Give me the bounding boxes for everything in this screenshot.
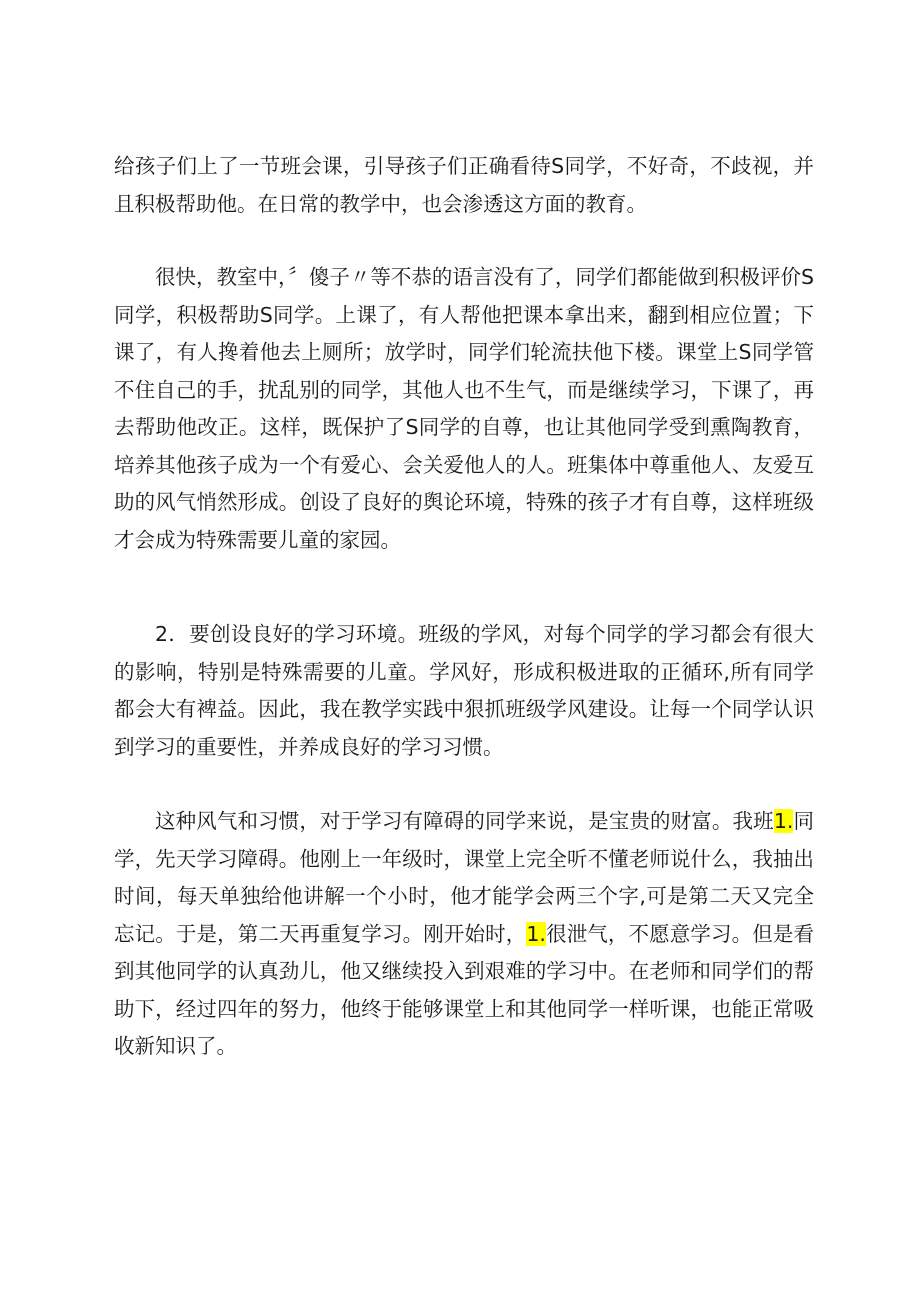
paragraph-respect-atmosphere — [114, 259, 814, 559]
paragraph-text: 同学，先天学习障碍。他刚上一年级时，课堂上完全听不懂老师说什么，我抽出时间，每天单独给他讲解一个小时，他才能学会两三个字,可是第二天又完全忘记。于是，第二天再重复学习。刚开始时， — [114, 809, 815, 946]
paragraph-text: 给孩子们上了一节班会课，引导孩子们正确看待S同学，不好奇，不歧视，并且积极帮助他。在日常的教学中，也会渗透这方面的教育。 — [114, 154, 814, 216]
paragraph-text: 2．要创设良好的学习环境。班级的学风，对每个同学的学习都会有很大的影响，特别是特殊需要的儿童。学风好，形成积极进取的正循环,所有同学都会大有裨益。因此，我在教学实践中狠抓班级学风建设。让每一个同学认识到学习的重要性，并养成良好的学习习惯。 — [114, 622, 814, 759]
highlighted-text: 1. — [526, 921, 546, 946]
highlighted-text: 1. — [773, 809, 794, 833]
paragraph-learning-disability-case — [114, 803, 814, 1066]
paragraph-learning-environment — [114, 616, 814, 766]
paragraph-text: 很泄气，不愿意学习。但是看到其他同学的认真劲儿，他又继续投入到艰难的学习中。在老师和同学们的帮助下，经过四年的努力，他终于能够课堂上和其他同学一样听课，也能正常吸收新知识了。 — [114, 921, 815, 1058]
paragraph-class-meeting — [114, 148, 814, 223]
paragraph-text: 很快，教室中，〞傻子〃等不恭的语言没有了，同学们都能做到积极评价S同学，积极帮助S同学。上课了，有人帮他把课本拿出来，翻到相应位置；下课了，有人搀着他去上厕所；放学时，同学们轮流扶他下楼。课堂上S同学管不住自己的手，扰乱别的同学，其他人也不生气，而是继续学习，下课了，再去帮助他改正。这样，既保护了S同学的自尊，也让其他同学受到熏陶教育，培养其他孩子成为一个有爱心、会关爱他人的人。班集体中尊重他人、友爱互助的风气悄然形成。创设了良好的舆论环境，特殊的孩子才有自尊，这样班级才会成为特殊需要儿童的家园。 — [114, 265, 814, 552]
paragraph-text: 这种风气和习惯，对于学习有障碍的同学来说，是宝贵的财富。我班 — [155, 809, 774, 833]
